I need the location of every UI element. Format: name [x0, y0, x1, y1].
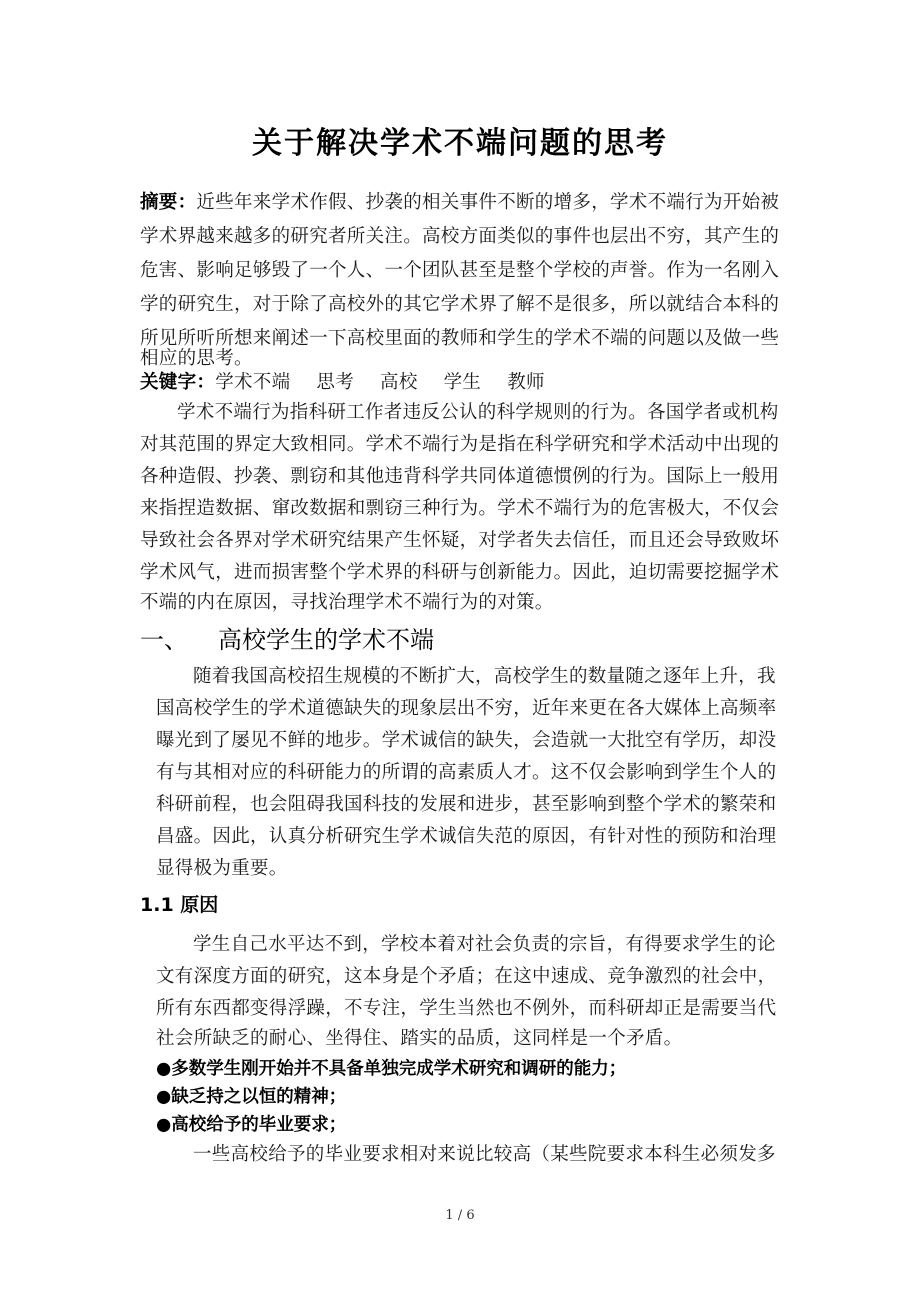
- bullet-dot-icon: ●: [156, 1115, 172, 1135]
- intro-line-2: 对其范围的界定大致相同。学术不端行为是指在科学研究和学术活动中出现的: [140, 434, 780, 455]
- section-1-line-2: 国高校学生的学术道德缺失的现象层出不穷，近年来更在各大媒体上高频率: [156, 698, 777, 719]
- keyword: 学生: [443, 372, 482, 393]
- subsection-line-1: 学生自己水平达不到，学校本着对社会负责的宗旨，有得要求学生的论: [193, 934, 776, 955]
- bullet-dot-icon: ●: [156, 1087, 172, 1107]
- abstract-line-3: 危害、影响足够毁了一个人、一个团队甚至是整个学校的声誉。作为一名刚入: [140, 260, 780, 281]
- section-1-line-4: 有与其相对应的科研能力的所谓的高素质人才。这不仅会影响到学生个人的: [156, 762, 777, 783]
- section-1-heading: [140, 620, 434, 655]
- keyword: 教师: [507, 372, 545, 393]
- section-1-line-6: 昌盛。因此，认真分析研究生学术诚信失范的原因，有针对性的预防和治理: [156, 826, 777, 847]
- subsection-line-4: 社会所缺乏的耐心、坐得住、踏实的品质，这同样是一个矛盾。: [156, 1028, 683, 1049]
- intro-line-1: 学术不端行为指科研工作者违反公认的科学规则的行为。各国学者或机构: [177, 402, 779, 423]
- keyword: 高校: [380, 372, 418, 393]
- section-1-line-3: 曝光到了屡见不鲜的地步。学术诚信的缺失，会造就一大批空有学历，却没: [156, 730, 777, 751]
- abstract-label: 摘要：: [140, 192, 197, 213]
- page-indicator: 1 / 6: [445, 1208, 475, 1223]
- subsection-tail-line: 一些高校给予的毕业要求相对来说比较高（某些院要求本科生必须发多: [193, 1144, 776, 1165]
- subsection-line-3: 所有东西都变得浮躁，不专注，学生当然也不例外，而科研却正是需要当代: [156, 998, 777, 1019]
- section-1-line-7: 显得极为重要。: [156, 858, 288, 879]
- abstract-line-2: 学术界越来越多的研究者所关注。高校方面类似的事件也层出不穷，其产生的: [140, 226, 780, 247]
- intro-line-7: 不端的内在原因，寻找治理学术不端行为的对策。: [140, 592, 554, 613]
- section-1-line-5: 科研前程，也会阻碍我国科技的发展和进步，甚至影响到整个学术的繁荣和: [156, 794, 777, 815]
- subsection-line-2: 文有深度方面的研究，这本身是个矛盾；在这中速成、竞争激烈的社会中，: [156, 966, 777, 987]
- bullet-item-3: ●高校给予的毕业要求；: [156, 1115, 347, 1135]
- intro-line-5: 导致社会各界对学术研究结果产生怀疑，对学者失去信任，而且还会导致败坏: [140, 530, 780, 551]
- section-1-number: 一、: [140, 626, 188, 654]
- abstract-line-4: 学的研究生，对于除了高校外的其它学术界了解不是很多，所以就结合本科的: [140, 294, 780, 315]
- section-1-title: 高校学生的学术不端: [218, 626, 434, 654]
- abstract-line-1: 摘要：近些年来学术作假、抄袭的相关事件不断的增多，学术不端行为开始被: [140, 192, 780, 213]
- bullet-item-2: ●缺乏持之以恒的精神；: [156, 1087, 347, 1107]
- subsection-1-1-heading: 1.1 原因: [140, 894, 219, 916]
- abstract-line-6: 相应的思考。: [140, 348, 253, 369]
- intro-line-6: 学术风气，进而损害整个学术界的科研与创新能力。因此，迫切需要挖掘学术: [140, 562, 780, 583]
- abstract-line-5: 所见所听所想来阐述一下高校里面的教师和学生的学术不端的问题以及做一些: [140, 328, 780, 349]
- keywords-line: [140, 370, 571, 396]
- intro-line-3: 各种造假、抄袭、剽窃和其他违背科学共同体道德惯例的行为。国际上一般用: [140, 466, 780, 487]
- bullet-item-1: ●多数学生刚开始并不具备单独完成学术研究和调研的能力；: [156, 1059, 627, 1079]
- section-1-line-1: 随着我国高校招生规模的不断扩大，高校学生的数量随之逐年上升，我: [193, 666, 776, 687]
- keyword: 思考: [316, 372, 355, 393]
- intro-line-4: 来指捏造数据、窜改数据和剽窃三种行为。学术不端行为的危害极大，不仅会: [140, 498, 780, 519]
- keywords-label: 关键字：: [140, 372, 216, 393]
- keyword: 学术不端: [215, 372, 291, 393]
- bullet-dot-icon: ●: [156, 1059, 172, 1079]
- document-title: 关于解决学术不端问题的思考: [252, 126, 668, 161]
